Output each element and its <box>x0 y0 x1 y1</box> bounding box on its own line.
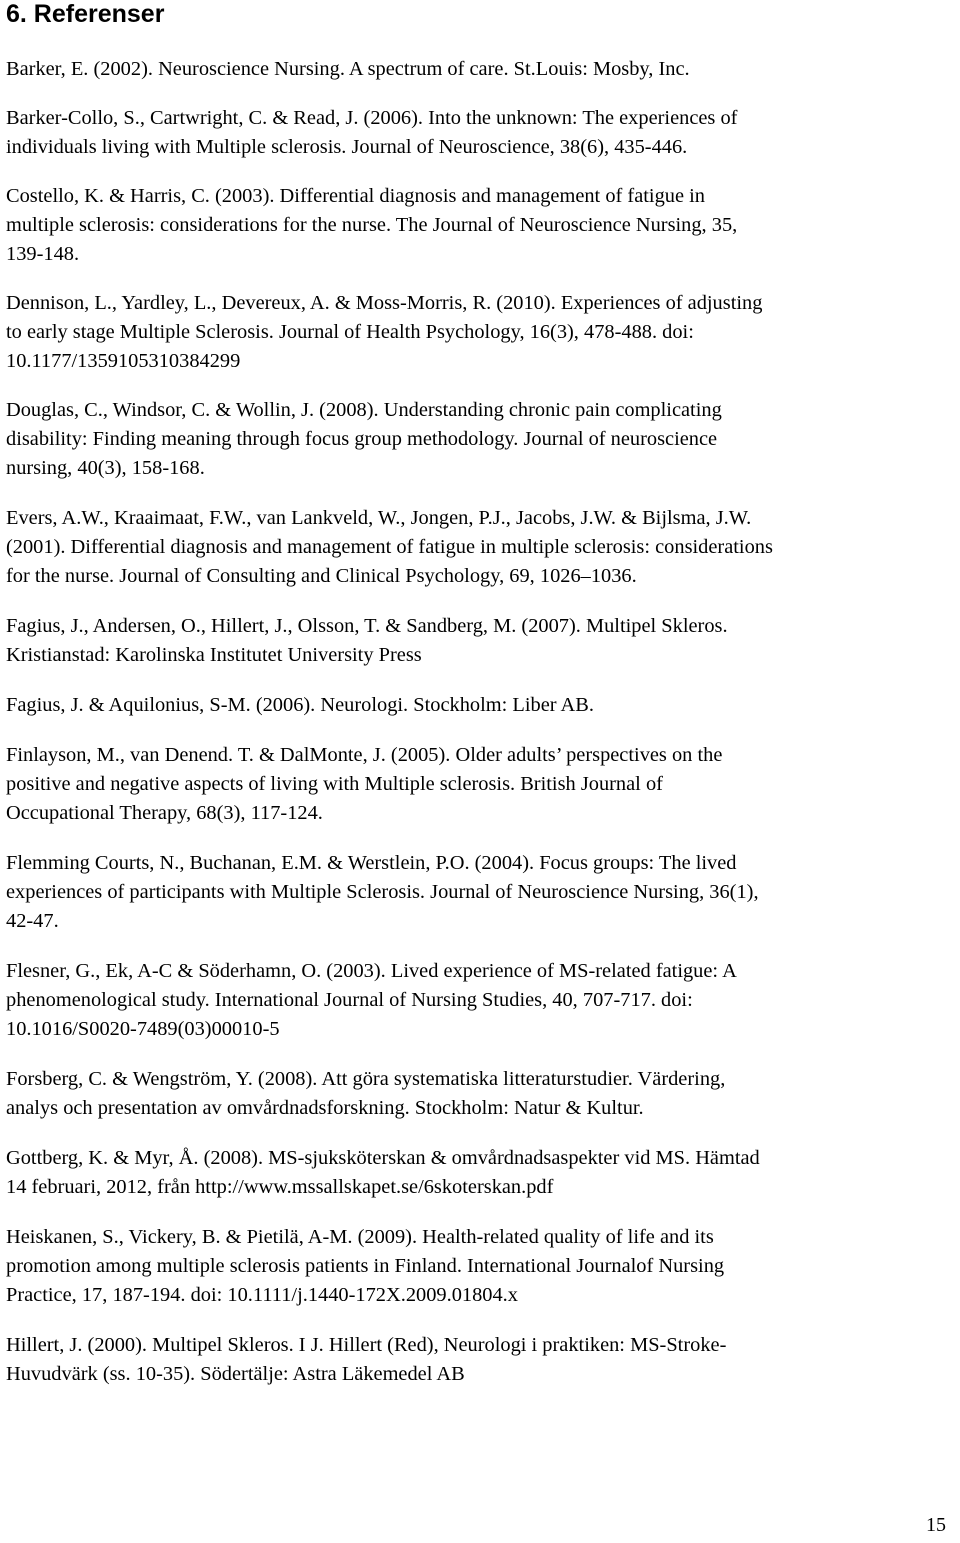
reference-entry: Barker-Collo, S., Cartwright, C. & Read, J. (2006). Into the unknown: The experiences of individuals living with Multiple sclerosis. Journal of Neuroscience, 38(6), 435-446. <box>6 107 738 158</box>
reference-entry: Flemming Courts, N., Buchanan, E.M. & Werstlein, P.O. (2004). Focus groups: The lived experiences of participants with Multiple Sclerosis. Journal of Neuroscience Nursing, 36(1), 42-47. <box>6 852 759 932</box>
section-heading: 6. Referenser <box>6 0 165 28</box>
reference-entry: Gottberg, K. & Myr, Å. (2008). MS-sjuksköterskan & omvårdnadsaspekter vid MS. Hämtad 14 februari, 2012, från http://www.mssallskapet.se/6skoterskan.pdf <box>6 1147 760 1198</box>
reference-entry: Heiskanen, S., Vickery, B. & Pietilä, A-M. (2009). Health-related quality of life and its promotion among multiple sclerosis patients in Finland. International Journalof Nursing Practice, 17, 187-194. doi: 10.1111/j.1440-172X.2009.01804.x <box>6 1226 725 1306</box>
reference-entry: Flesner, G., Ek, A-C & Söderhamn, O. (2003). Lived experience of MS-related fatigue: A phenomenological study. International Journal of Nursing Studies, 40, 707-717. doi: 10.1016/S0020-7489(03)00010-5 <box>6 960 737 1040</box>
reference-entry: Dennison, L., Yardley, L., Devereux, A. & Moss-Morris, R. (2010). Experiences of adjusting to early stage Multiple Sclerosis. Journal of Health Psychology, 16(3), 478-488. doi: 10.1177/1359105310384299 <box>6 292 763 372</box>
reference-entry: Barker, E. (2002). Neuroscience Nursing. A spectrum of care. St.Louis: Mosby, Inc. <box>6 58 690 80</box>
reference-entry: Hillert, J. (2000). Multipel Skleros. I J. Hillert (Red), Neurologi i praktiken: MS-Stroke- Huvudvärk (ss. 10-35). Södertälje: Astra Läkemedel AB <box>6 1334 727 1385</box>
reference-entry: Finlayson, M., van Denend. T. & DalMonte, J. (2005). Older adults’ perspectives on the positive and negative aspects of living with Multiple sclerosis. British Journal of Occupational Therapy, 68(3), 117-124. <box>6 744 723 824</box>
reference-entry: Forsberg, C. & Wengström, Y. (2008). Att göra systematiska litteraturstudier. Värdering, analys och presentation av omvårdnadsforskning. Stockholm: Natur & Kultur. <box>6 1068 726 1119</box>
reference-entry: Evers, A.W., Kraaimaat, F.W., van Lankveld, W., Jongen, P.J., Jacobs, J.W. & Bijlsma, J.W. (2001). Differential diagnosis and management of fatigue in multiple sclerosis: considerations for the nurse. Journal of Consulting and Clinical Psychology, 69, 1026–1036. <box>6 507 773 587</box>
reference-entry: Costello, K. & Harris, C. (2003). Differential diagnosis and management of fatigue in multiple sclerosis: considerations for the nurse. The Journal of Neuroscience Nursing, 35, 139-148. <box>6 185 738 265</box>
reference-list <box>6 55 956 1389</box>
reference-entry: Fagius, J., Andersen, O., Hillert, J., Olsson, T. & Sandberg, M. (2007). Multipel Skleros. Kristianstad: Karolinska Institutet University Press <box>6 615 728 666</box>
reference-entry: Fagius, J. & Aquilonius, S-M. (2006). Neurologi. Stockholm: Liber AB. <box>6 694 594 716</box>
page-number: 15 <box>926 1514 946 1536</box>
reference-entry: Douglas, C., Windsor, C. & Wollin, J. (2008). Understanding chronic pain complicating disability: Finding meaning through focus group methodology. Journal of neuroscience nursing, 40(3), 158-168. <box>6 399 722 479</box>
